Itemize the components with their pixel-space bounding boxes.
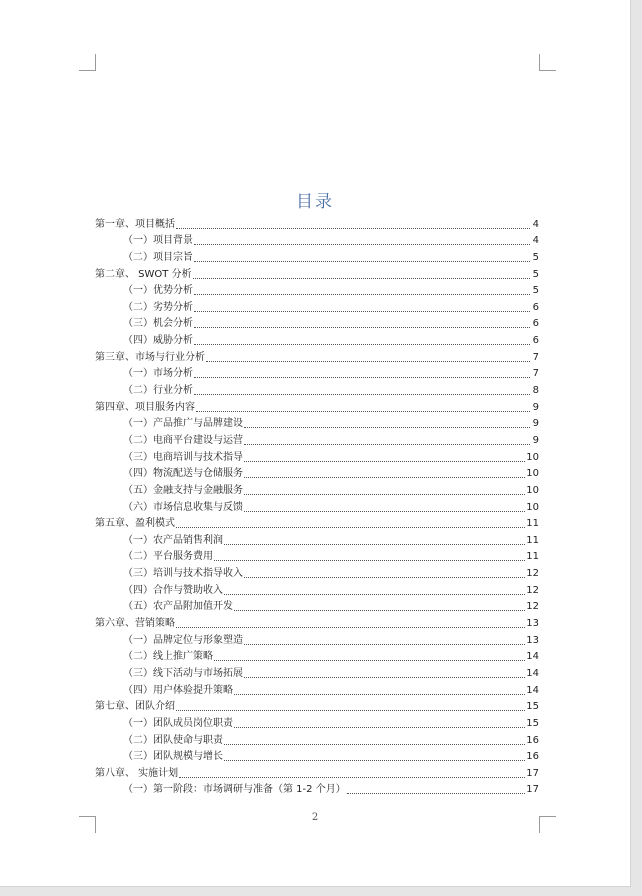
toc-entry-page: 6 — [532, 318, 539, 330]
toc-chapter-entry[interactable] — [95, 516, 539, 533]
toc-chapter-entry[interactable] — [95, 399, 539, 416]
toc-dot-leader — [214, 560, 525, 561]
toc-section-entry[interactable] — [95, 249, 539, 266]
toc-entry-label: （三）培训与技术指导收入 — [123, 568, 243, 580]
toc-entry-label: 第六章、营销策略 — [95, 618, 175, 630]
toc-chapter-entry[interactable] — [95, 266, 539, 283]
toc-entry-label: （一）农产品销售利润 — [123, 534, 223, 546]
toc-entry-page: 12 — [526, 584, 539, 596]
toc-section-entry[interactable] — [95, 682, 539, 699]
toc-dot-leader — [224, 744, 525, 745]
toc-chapter-entry[interactable] — [95, 615, 539, 632]
toc-section-entry[interactable] — [95, 466, 539, 483]
toc-section-entry[interactable] — [95, 449, 539, 466]
toc-entry-page: 15 — [526, 717, 539, 729]
toc-dot-leader — [206, 361, 530, 362]
toc-dot-leader — [244, 677, 525, 678]
toc-section-entry[interactable] — [95, 532, 539, 549]
toc-dot-leader — [179, 777, 525, 778]
toc-dot-leader — [234, 610, 525, 611]
toc-title: 目录 — [296, 192, 334, 212]
toc-entry-label: （一）第一阶段：市场调研与准备（第 1-2 个月） — [123, 784, 346, 796]
toc-dot-leader — [176, 627, 525, 628]
toc-entry-label: （五）金融支持与金融服务 — [123, 484, 243, 496]
toc-entry-label: （四）威胁分析 — [123, 335, 193, 347]
toc-dot-leader — [176, 228, 530, 229]
toc-dot-leader — [224, 594, 525, 595]
toc-entry-page: 12 — [526, 568, 539, 580]
toc-entry-page: 11 — [526, 518, 539, 530]
toc-entry-label: 第三章、市场与行业分析 — [95, 351, 205, 363]
toc-dot-leader — [244, 494, 525, 495]
toc-entry-page: 6 — [532, 301, 539, 313]
toc-dot-leader — [194, 377, 530, 378]
toc-section-entry[interactable] — [95, 233, 539, 250]
toc-entry-page: 16 — [526, 751, 539, 763]
toc-dot-leader — [194, 394, 530, 395]
toc-dot-leader — [194, 311, 530, 312]
toc-dot-leader — [194, 261, 530, 262]
table-of-contents — [95, 216, 539, 798]
toc-entry-label: （四）物流配送与仓储服务 — [123, 468, 243, 480]
toc-section-entry[interactable] — [95, 732, 539, 749]
toc-entry-page: 8 — [532, 385, 539, 397]
toc-section-entry[interactable] — [95, 283, 539, 300]
toc-entry-label: （一）产品推广与品牌建设 — [123, 418, 243, 430]
toc-entry-page: 14 — [526, 667, 539, 679]
toc-entry-page: 14 — [526, 684, 539, 696]
toc-entry-label: （二）团队使命与职责 — [123, 734, 223, 746]
toc-dot-leader — [194, 294, 530, 295]
toc-dot-leader — [234, 727, 525, 728]
toc-entry-label: （五）农产品附加值开发 — [123, 601, 233, 613]
toc-entry-page: 10 — [526, 484, 539, 496]
crop-mark-top-left — [79, 54, 96, 71]
toc-entry-label: （二）劣势分析 — [123, 301, 193, 313]
toc-section-entry[interactable] — [95, 749, 539, 766]
toc-section-entry[interactable] — [95, 582, 539, 599]
toc-section-entry[interactable] — [95, 332, 539, 349]
toc-entry-page: 10 — [526, 468, 539, 480]
toc-dot-leader — [244, 461, 525, 462]
toc-entry-page: 17 — [526, 767, 539, 779]
toc-entry-label: （一）团队成员岗位职责 — [123, 717, 233, 729]
toc-chapter-entry[interactable] — [95, 699, 539, 716]
toc-entry-page: 7 — [532, 351, 539, 363]
toc-section-entry[interactable] — [95, 299, 539, 316]
toc-dot-leader — [224, 760, 525, 761]
toc-entry-label: （六）市场信息收集与反馈 — [123, 501, 243, 513]
toc-dot-leader — [196, 411, 530, 412]
toc-entry-label: 第八章、 实施计划 — [95, 767, 179, 779]
toc-section-entry[interactable] — [95, 382, 539, 399]
page-number: 2 — [311, 812, 319, 823]
toc-dot-leader — [244, 644, 525, 645]
toc-section-entry[interactable] — [95, 632, 539, 649]
toc-entry-page: 7 — [532, 368, 539, 380]
toc-entry-label: 第四章、项目服务内容 — [95, 401, 195, 413]
toc-entry-page: 9 — [532, 401, 539, 413]
crop-mark-top-right — [539, 54, 556, 71]
toc-entry-page: 17 — [526, 784, 539, 796]
toc-dot-leader — [176, 527, 525, 528]
toc-section-entry[interactable] — [95, 665, 539, 682]
toc-entry-label: （一）品牌定位与形象塑造 — [123, 634, 243, 646]
toc-section-entry[interactable] — [95, 649, 539, 666]
toc-entry-page: 5 — [532, 268, 539, 280]
toc-section-entry[interactable] — [95, 499, 539, 516]
toc-entry-page: 4 — [532, 218, 539, 230]
toc-entry-page: 13 — [526, 634, 539, 646]
toc-entry-page: 10 — [526, 451, 539, 463]
toc-entry-page: 9 — [532, 434, 539, 446]
toc-dot-leader — [194, 244, 530, 245]
toc-entry-label: 第一章、项目概括 — [95, 218, 175, 230]
toc-section-entry[interactable] — [95, 482, 539, 499]
toc-entry-page: 11 — [526, 551, 539, 563]
toc-dot-leader — [176, 710, 525, 711]
toc-entry-page: 11 — [526, 534, 539, 546]
toc-entry-label: （四）用户体验提升策略 — [123, 684, 233, 696]
toc-dot-leader — [244, 577, 525, 578]
toc-entry-label: （二）电商平台建设与运营 — [123, 434, 243, 446]
toc-entry-page: 16 — [526, 734, 539, 746]
toc-dot-leader — [224, 544, 525, 545]
toc-entry-label: （三）团队规模与增长 — [123, 751, 223, 763]
toc-section-entry[interactable] — [95, 432, 539, 449]
toc-entry-label: （四）合作与赞助收入 — [123, 584, 223, 596]
toc-dot-leader — [194, 344, 530, 345]
toc-entry-page: 10 — [526, 501, 539, 513]
toc-section-entry[interactable] — [95, 316, 539, 333]
toc-entry-label: 第二章、 SWOT 分析 — [95, 268, 192, 280]
toc-entry-label: （三）机会分析 — [123, 318, 193, 330]
toc-dot-leader — [214, 660, 525, 661]
toc-dot-leader — [194, 327, 530, 328]
toc-section-entry[interactable] — [95, 416, 539, 433]
toc-dot-leader — [244, 477, 525, 478]
toc-section-entry[interactable] — [95, 366, 539, 383]
toc-entry-label: 第七章、团队介绍 — [95, 701, 175, 713]
toc-entry-label: （二）行业分析 — [123, 385, 193, 397]
toc-dot-leader — [193, 278, 530, 279]
toc-entry-label: （二）线上推广策略 — [123, 651, 213, 663]
toc-entry-label: （一）市场分析 — [123, 368, 193, 380]
toc-entry-page: 6 — [532, 335, 539, 347]
toc-entry-label: （一）项目背景 — [123, 235, 193, 247]
toc-chapter-entry[interactable] — [95, 349, 539, 366]
toc-entry-page: 5 — [532, 251, 539, 263]
toc-entry-page: 4 — [532, 235, 539, 247]
toc-section-entry[interactable] — [95, 565, 539, 582]
toc-entry-page: 14 — [526, 651, 539, 663]
toc-dot-leader — [244, 511, 525, 512]
toc-entry-page: 9 — [532, 418, 539, 430]
toc-chapter-entry[interactable] — [95, 765, 539, 782]
toc-entry-page: 5 — [532, 285, 539, 297]
toc-entry-label: （二）项目宗旨 — [123, 251, 193, 263]
toc-entry-page: 13 — [526, 618, 539, 630]
toc-entry-label: （一）优势分析 — [123, 285, 193, 297]
toc-entry-label: （二）平台服务费用 — [123, 551, 213, 563]
toc-entry-label: （三）电商培训与技术指导 — [123, 451, 243, 463]
toc-entry-label: （三）线下活动与市场拓展 — [123, 667, 243, 679]
toc-section-entry[interactable] — [95, 549, 539, 566]
toc-entry-page: 12 — [526, 601, 539, 613]
toc-section-entry[interactable] — [95, 599, 539, 616]
toc-entry-label: 第五章、盈利模式 — [95, 518, 175, 530]
toc-chapter-entry[interactable] — [95, 216, 539, 233]
toc-dot-leader — [244, 427, 530, 428]
toc-dot-leader — [234, 694, 525, 695]
toc-entry-page: 15 — [526, 701, 539, 713]
toc-dot-leader — [347, 793, 526, 794]
toc-section-entry[interactable] — [95, 715, 539, 732]
toc-dot-leader — [244, 444, 530, 445]
toc-section-entry[interactable] — [95, 782, 539, 799]
